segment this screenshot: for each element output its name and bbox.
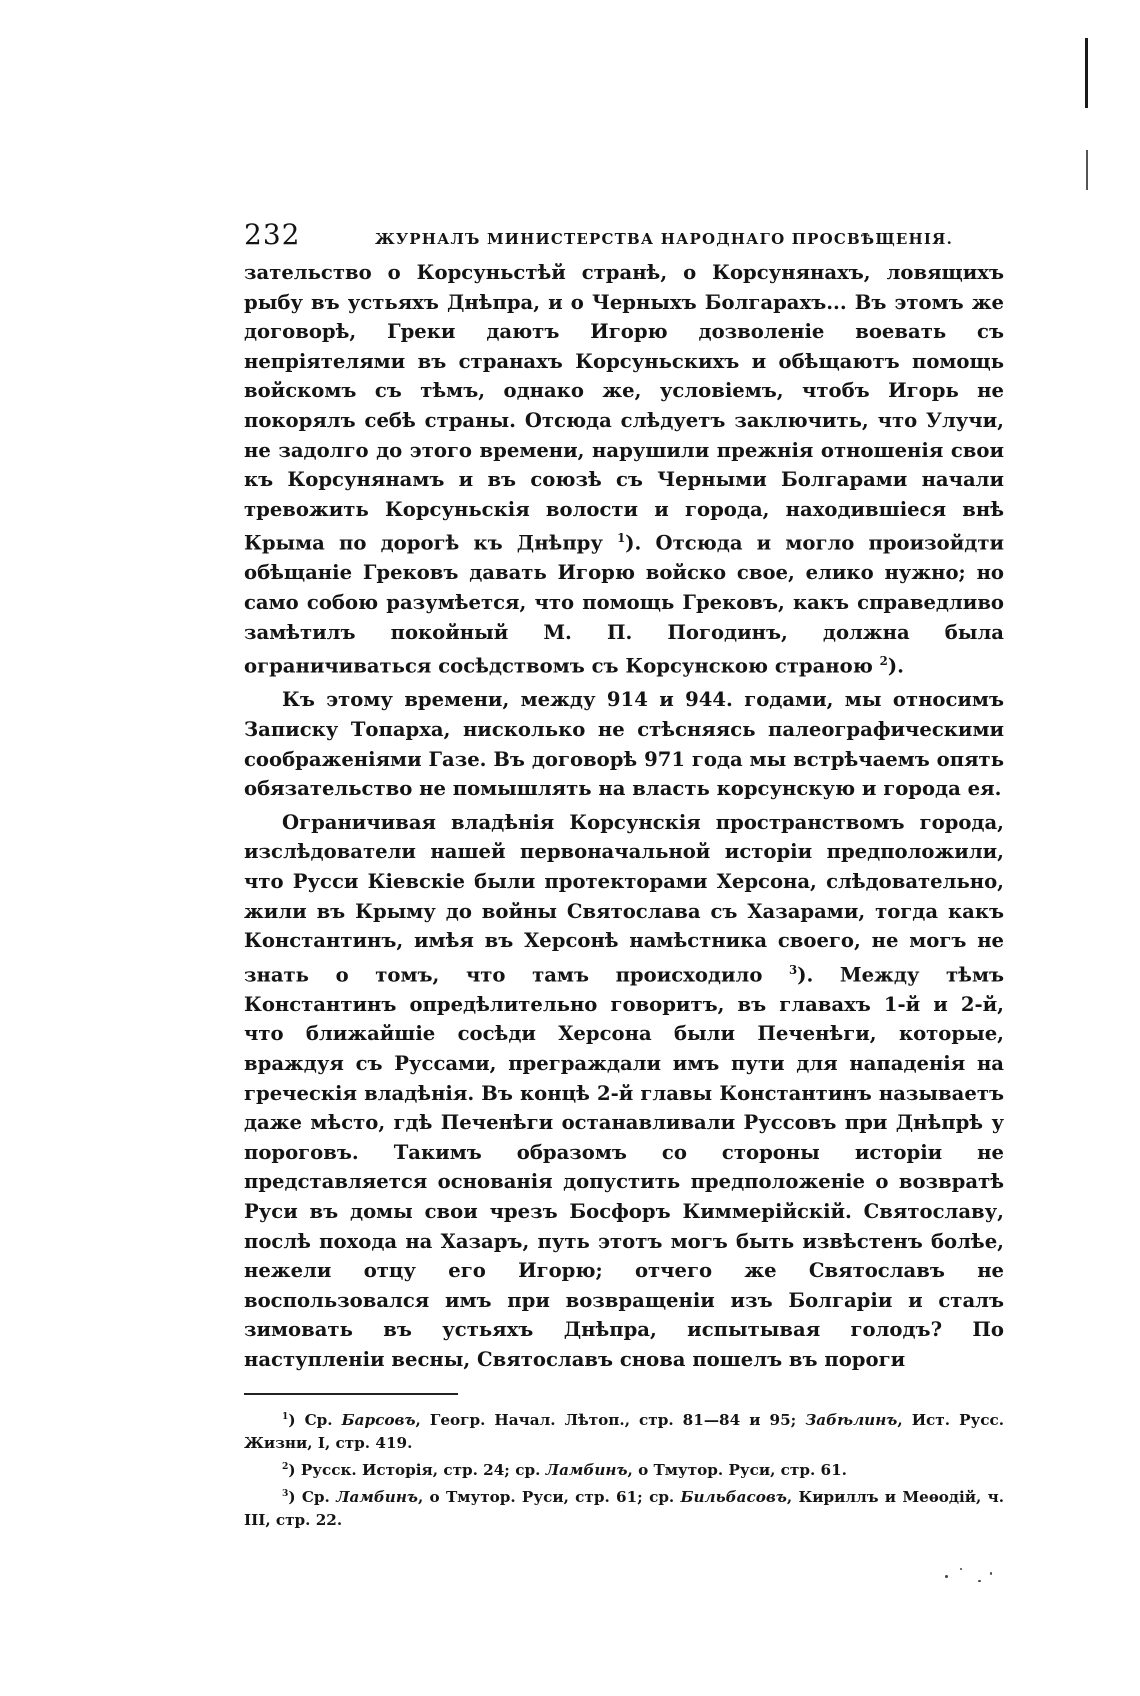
footnote-3-text-b: , о Тмутор. Руси, стр. 61; ср. [417,1487,681,1506]
footnote-1-mark: 1 [282,1410,289,1422]
footnote-2-mark: 2 [282,1460,289,1472]
footnote-1-author-1: Барсовъ [341,1410,416,1429]
paragraph-3-text-b: ). Между тѣмъ Константинъ опредѣлительно говоритъ, въ главахъ 1-й и 2-й, что ближайшіе сосѣди Херсона были Печенѣги, которые, враждуя съ Руссами, преграждали имъ пути для нападенія на греческія владѣнія. Въ концѣ 2-й главы Константинъ называетъ даже мѣсто, гдѣ Печенѣги останавливали Руссовъ при Днѣпрѣ у пороговъ. Такимъ образомъ со стороны исторіи не представляется основанія допустить предположеніе о возвратѣ Руси въ домы свои чрезъ Босфоръ Киммерійскій. Святославу, послѣ похода на Хазаръ, путь этотъ могъ быть извѣстенъ болѣе, нежели отцу его Игорю; отчего же Святославъ не воспользовался имъ при возвращеніи изъ Болгаріи и сталъ зимовать въ устьяхъ Днѣпра, испытывая голодъ? По наступленіи весны, Святославъ снова пошелъ въ пороги [244,963,1004,1371]
footnote-1-text-c: , Ист. Русс. Жизни, I, стр. 419. [244,1410,1004,1452]
footnote-3 [244,1482,1004,1532]
footnote-ref-1: 1 [617,531,626,546]
footnote-2-text-b: , о Тмутор. Руси, стр. 61. [627,1460,847,1479]
scan-speck [960,1568,962,1570]
footnote-3-mark: 3 [282,1487,289,1499]
book-page [244,218,1004,1532]
paragraph-3 [244,808,1004,1375]
journal-title: ЖУРНАЛЪ МИНИСТЕРСТВА НАРОДНАГО ПРОСВѢЩЕНІЯ. [374,230,953,248]
page-number: 232 [244,218,301,251]
paragraph-2: Къ этому времени, между 914 и 944. годами, мы относимъ Записку Топарха, нисколько не стѣсняясь палеографическими соображеніями Газе. Въ договорѣ 971 года мы встрѣчаемъ опять обязательство не помышлять на власть корсунскую и города ея. [244,688,1004,801]
scan-speck [945,1575,948,1578]
footnote-3-author-1: Ламбинъ [336,1487,418,1506]
scan-edge-line [1085,38,1088,108]
paragraph-1-text-c: ). [887,654,904,678]
footnote-1-text-b: , Геогр. Начал. Лѣтоп., стр. 81—84 и 95; [415,1410,806,1429]
footnote-divider [244,1393,458,1395]
footnote-ref-3: 3 [789,962,798,977]
paragraph-3-text-a: Ограничивая владѣнія Корсунскія пространствомъ города, изслѣдователи нашей первоначальной исторіи предположили, что Русси Кіевскіе были протекторами Херсона, слѣдовательно, жили въ Крыму до войны Святослава съ Хазарами, тогда какъ Константинъ, имѣя въ Херсонѣ намѣстника своего, не могъ не знать о томъ, что тамъ происходило [244,810,1004,987]
footnote-2-text-a: ) Русск. Исторія, стр. 24; ср. [288,1460,546,1479]
scan-edge-line-lower [1086,150,1088,190]
scan-speck [978,1580,981,1582]
footnote-2-author: Ламбинъ [545,1460,628,1479]
paragraph-1 [244,258,1004,681]
paragraph-1-text-b: ). Отсюда и могло произойдти обѣщаніе Грековъ давать Игорю войско свое, елико нужно; но само собою разумѣется, что помощь Грековъ, какъ справедливо замѣтилъ покойный М. П. Погодинъ, должна была ограничиваться сосѣдствомъ съ Корсунскою страною [244,531,1004,678]
scan-speck [990,1572,992,1575]
running-head [244,218,1004,258]
footnote-3-text-a: ) Ср. [288,1487,337,1506]
footnote-1 [244,1405,1004,1455]
footnote-2 [244,1455,1004,1482]
footnote-3-author-2: Бильбасовъ [680,1487,787,1506]
footnote-1-text-a: ) Ср. [288,1410,342,1429]
paragraph-1-text-a: зательство о Корсуньстѣй странѣ, о Корсунянахъ, ловящихъ рыбу въ устьяхъ Днѣпра, и о Черныхъ Болгарахъ... Въ этомъ же договорѣ, Греки даютъ Игорю дозволеніе воевать съ непріятелями въ странахъ Корсуньскихъ и обѣщаютъ помощь войскомъ съ тѣмъ, однако же, условіемъ, чтобъ Игорь не покорялъ себѣ страны. Отсюда слѣдуетъ заключить, что Улучи, не задолго до этого времени, нарушили прежнія отношенія свои къ Корсунянамъ и въ союзѣ съ Черными Болгарами начали тревожить Корсуньскія волости и города, находившіеся внѣ Крыма по дорогѣ къ Днѣпру [244,261,1004,555]
body-text [244,258,1004,1375]
footnote-3-text-c: , Кириллъ и Меѳодій, ч. III, стр. 22. [244,1487,1004,1529]
footnotes [244,1405,1004,1532]
footnote-1-author-2: Забѣлинъ [805,1410,898,1429]
footnote-ref-2: 2 [879,654,888,669]
